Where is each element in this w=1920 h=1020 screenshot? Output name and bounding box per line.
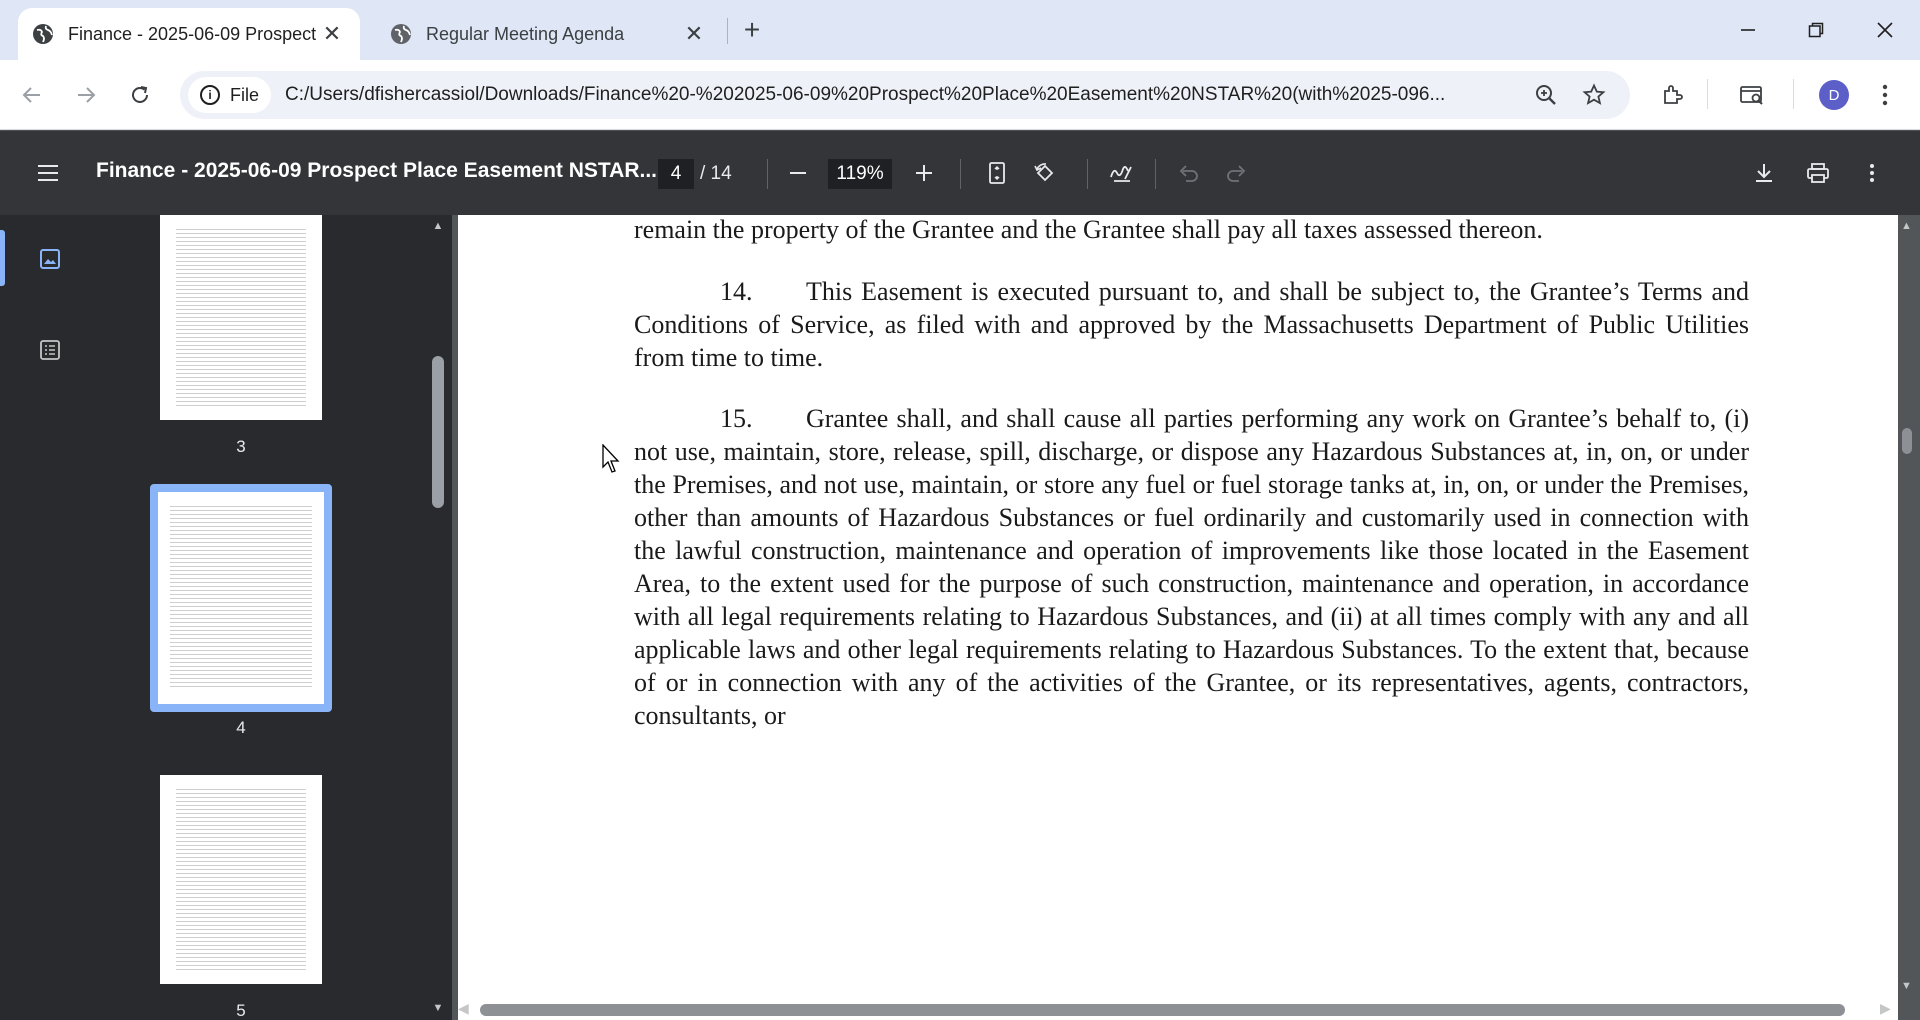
thumbnail-scrollbar[interactable] [428, 215, 452, 1020]
minimize-icon[interactable] [1726, 10, 1770, 50]
scroll-up-arrow[interactable]: ▲ [432, 220, 444, 232]
rotate-icon[interactable] [1027, 155, 1063, 191]
tab-title: Regular Meeting Agenda [426, 23, 625, 44]
toolbar-separator [960, 159, 961, 189]
tab-meeting-agenda[interactable] [376, 8, 722, 60]
address-bar[interactable] [180, 71, 1630, 119]
doc-scroll-down-arrow[interactable]: ▼ [1901, 980, 1912, 992]
reload-icon[interactable] [122, 77, 158, 113]
tab-finance[interactable] [18, 8, 360, 60]
pdf-toolbar [0, 131, 1920, 215]
zoom-out-icon[interactable] [780, 155, 816, 191]
globe-icon [32, 23, 54, 45]
close-tab-icon[interactable]: ✕ [684, 21, 704, 46]
active-indicator [0, 230, 5, 286]
page-number-input[interactable]: 4 [658, 159, 694, 189]
zoom-level-input[interactable]: 119% [828, 159, 892, 189]
thumbnail-page-3[interactable] [160, 215, 322, 420]
horizontal-scroll-thumb[interactable] [480, 1004, 1845, 1016]
paragraph-text: This Easement is executed pursuant to, and shall be subject to, the Grantee’s Terms and Conditions of Service, as filed with and approved by the Massachusetts Department of Public Utilities from time to time. [634, 277, 1749, 372]
globe-icon [390, 23, 412, 45]
paragraph-15 [634, 402, 1749, 732]
print-icon[interactable] [1800, 155, 1836, 191]
thumbnail-label: 5 [236, 1001, 246, 1020]
thumbnail-label: 3 [236, 437, 246, 456]
doc-scroll-up-arrow[interactable]: ▲ [1901, 220, 1912, 232]
url-text[interactable]: C:/Users/dfishercassiol/Downloads/Finance%20-%202025-06-09%20Prospect%20Place%20Easement%20NSTAR%20(with%2025-096... [285, 84, 1446, 105]
fit-page-icon[interactable] [979, 155, 1015, 191]
close-window-icon[interactable] [1863, 10, 1907, 50]
zoom-magnifier-icon[interactable] [1528, 77, 1564, 113]
tab-title: Finance - 2025-06-09 Prospect [68, 23, 317, 44]
scroll-left-arrow[interactable]: ◀ [458, 1000, 469, 1016]
toolbar-divider [1793, 79, 1794, 109]
back-icon[interactable] [14, 77, 50, 113]
toolbar-separator [1087, 159, 1088, 189]
tab-strip [0, 0, 1920, 60]
outline-view-icon[interactable] [34, 334, 66, 366]
mouse-cursor-icon [602, 444, 622, 474]
search-tabs-icon[interactable] [1734, 77, 1770, 113]
thumbnails-view-icon[interactable] [34, 243, 66, 275]
scroll-down-arrow[interactable]: ▼ [432, 1002, 444, 1014]
close-tab-icon[interactable]: ✕ [322, 21, 342, 46]
download-icon[interactable] [1746, 155, 1782, 191]
new-tab-icon[interactable]: + [743, 14, 761, 45]
zoom-in-icon[interactable] [906, 155, 942, 191]
toolbar-divider [1707, 79, 1708, 109]
extensions-icon[interactable] [1655, 77, 1691, 113]
chip-label: File [230, 84, 260, 105]
redo-icon[interactable] [1219, 155, 1255, 191]
document-line: remain the property of the Grantee and the Grantee shall pay all taxes assessed thereon. [634, 215, 1543, 244]
thumbnail-label: 4 [236, 718, 246, 737]
restore-icon[interactable] [1794, 10, 1838, 50]
paragraph-text: Grantee shall, and shall cause all parties performing any work on Grantee’s behalf to, (i) not use, maintain, store, release, spill, discharge, or dispose any Hazardous Substances at, in, on, or under the Premises, and not use, maintain, or store any fuel or fuel storage tanks at, in, on, or under the Premises, other than amounts of Hazardous Substances or fuel ordinarily and customarily used in connection with the lawful construction, maintenance and operation of improvements like those located in the Easement Area, to the extent used for the purpose of such construction, maintenance and operation, in accordance with all legal requirements relating to Hazardous Substances, and (ii) at all times comply with any and all applicable laws and other legal requirements relating to Hazardous Substances. To the extent that, because of or in connection with any of the activities of the Grantee, or its representatives, agents, contractors, consultants, or [634, 404, 1749, 730]
pdf-page-4 [458, 215, 1898, 1020]
info-icon: i [200, 85, 220, 105]
browser-toolbar [0, 60, 1920, 130]
document-scroll-thumb[interactable] [1902, 428, 1912, 454]
sidebar-menu-icon[interactable] [30, 155, 66, 191]
thumbnail-page-5[interactable] [160, 775, 322, 984]
profile-avatar[interactable]: D [1819, 80, 1849, 110]
more-options-icon[interactable] [1854, 155, 1890, 191]
pdf-title: Finance - 2025-06-09 Prospect Place Easement NSTAR... [96, 159, 658, 182]
forward-icon[interactable] [68, 77, 104, 113]
paragraph-number: 14. [720, 277, 753, 306]
selected-thumbnail-highlight [150, 484, 332, 712]
annotate-icon[interactable] [1103, 155, 1139, 191]
paragraph-14 [634, 275, 1749, 374]
toolbar-separator [767, 159, 768, 189]
toolbar-separator [1155, 159, 1156, 189]
scroll-right-arrow[interactable]: ▶ [1880, 1000, 1891, 1016]
thumbnail-scroll-thumb[interactable] [432, 356, 444, 508]
browser-menu-icon[interactable] [1867, 77, 1903, 113]
paragraph-number: 15. [720, 404, 753, 433]
site-info-chip[interactable] [188, 77, 271, 113]
page-total: / 14 [700, 163, 732, 184]
undo-icon[interactable] [1170, 155, 1206, 191]
tab-separator [727, 18, 728, 44]
bookmark-star-icon[interactable] [1576, 77, 1612, 113]
document-viewport[interactable] [452, 215, 1920, 1020]
